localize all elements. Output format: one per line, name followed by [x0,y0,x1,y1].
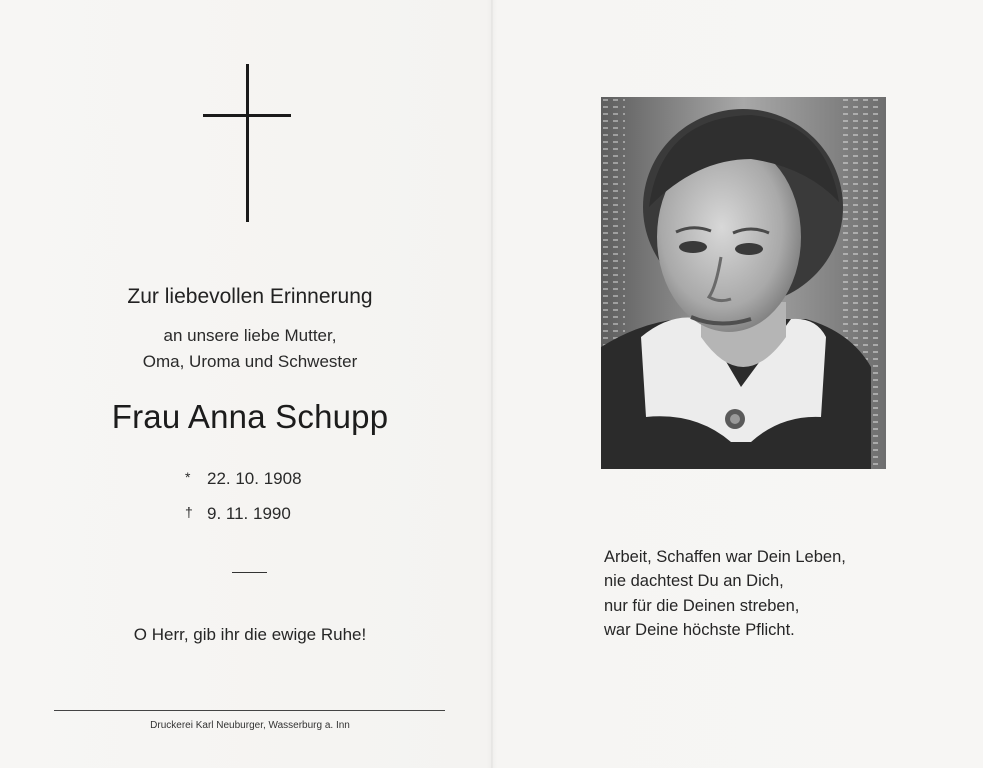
poem-line-2: nie dachtest Du an Dich, [604,572,784,590]
memory-title: Zur liebevollen Erinnerung [127,285,373,308]
birth-date-row [185,469,302,489]
subtitle-line-1: an unsere liebe Mutter, [163,326,337,345]
poem-line-3: nur für die Deinen streben, [604,597,800,615]
subtitle-line-2: Oma, Uroma und Schwester [142,352,358,371]
printer-credit: Druckerei Karl Neuburger, Wasserburg a. Inn [150,720,350,731]
divider-dash [232,572,267,573]
portrait-photo [601,97,886,469]
card-fold-line [491,0,493,768]
cross-icon [203,64,291,222]
death-date: 9. 11. 1990 [207,504,291,523]
deceased-name: Frau Anna Schupp [111,398,389,435]
death-date-row [185,504,291,524]
death-dagger-icon: † [185,504,193,520]
portrait-illustration [601,97,886,469]
birth-star-icon: * [185,469,191,485]
footer-rule [54,710,445,711]
poem-line-4: war Deine höchste Pflicht. [604,621,795,639]
prayer-text: O Herr, gib ihr die ewige Ruhe! [133,625,367,644]
birth-date: 22. 10. 1908 [207,469,302,488]
poem-line-1: Arbeit, Schaffen war Dein Leben, [604,548,846,566]
